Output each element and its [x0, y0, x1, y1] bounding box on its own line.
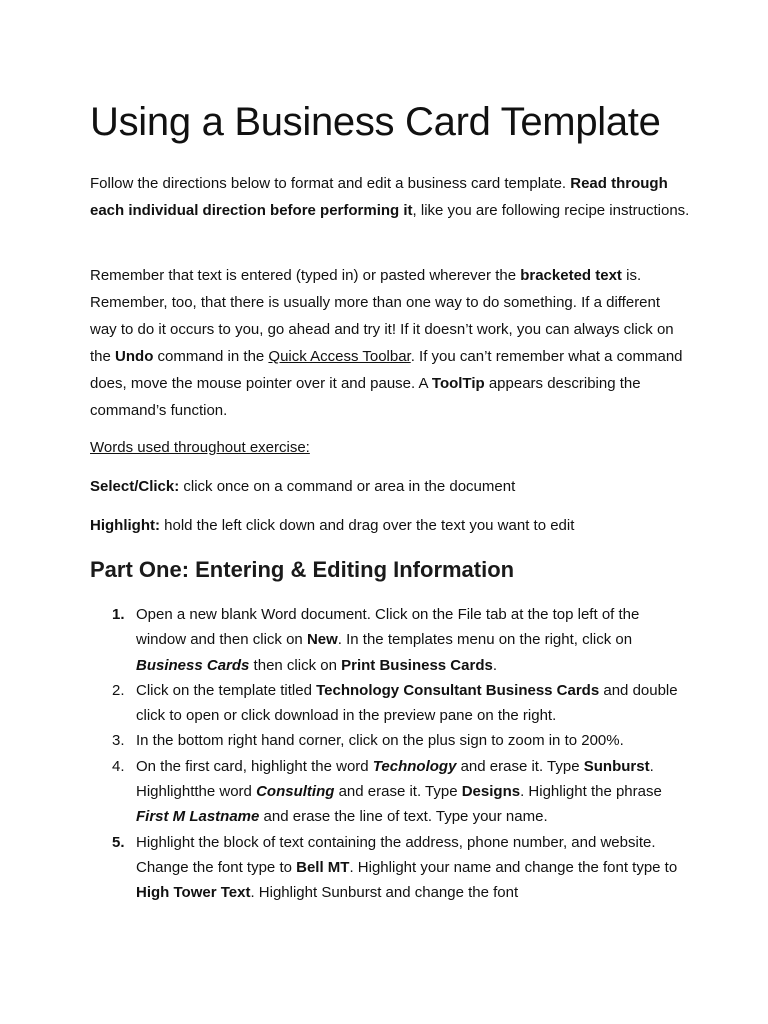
highlight-term: Highlight: [90, 517, 160, 534]
step-1-text-1: Open a new blank Word document. Click on the File tab at the top left of the window and then click on [136, 606, 640, 649]
remember-bold-tooltip: ToolTip [431, 375, 485, 392]
intro-paragraph [90, 170, 690, 224]
remember-underline-qat: Quick Access Toolbar [268, 348, 411, 365]
intro-text-2: , like you are following recipe instructions. [412, 202, 690, 219]
document-title: Using a Business Card Template [90, 100, 661, 144]
remember-paragraph [90, 262, 690, 424]
step-5-text-3: . Highlight Sunburst and change the font [250, 884, 519, 902]
step-3-text-1: In the bottom right hand corner, click on the plus sign to zoom in to 200%. [136, 732, 624, 750]
step-number: 2. [112, 681, 125, 699]
step-4-text-6: and erase the line of text. Type your name. [259, 808, 548, 826]
step-5-text-1: Highlight the block of text containing the address, phone number, and website. Change the font type to [136, 833, 656, 876]
step-4-bolditalic-consulting: Consulting [256, 783, 335, 801]
step-4-bold-designs: Designs [461, 783, 521, 801]
step-item-5 [90, 830, 680, 906]
step-4-text-4: and erase it. Type [334, 783, 462, 801]
step-item-1 [90, 602, 680, 678]
step-5-bold-high-tower-text: High Tower Text [136, 884, 251, 902]
step-1-text-4: . [492, 656, 497, 674]
words-heading [90, 434, 690, 461]
step-1-text-2: . In the templates menu on the right, click on [337, 631, 633, 649]
step-1-text-3: then click on [249, 656, 342, 674]
remember-text-2: is. Remember, too, that there is usually more than one way to do something. If a different way to do it occurs to you, go ahead and try it! If it doesn’t work, you can always click on the [90, 267, 674, 365]
steps-list [90, 602, 680, 906]
step-4-bolditalic-technology: Technology [372, 757, 457, 775]
step-item-3 [90, 728, 680, 753]
part-one-heading: Part One: Entering & Editing Information [90, 557, 515, 582]
step-1-bolditalic-business-cards: Business Cards [136, 656, 250, 674]
step-2-text-2: and double click to open or click download in the preview pane on the right. [136, 681, 678, 725]
step-item-2 [90, 678, 680, 729]
intro-bold-1: Read through each individual direction before performing it [90, 175, 668, 219]
highlight-definition [90, 512, 690, 539]
highlight-def: hold the left click down and drag over the text you want to edit [159, 517, 575, 534]
step-4-text-5: . Highlight the phrase [520, 783, 662, 801]
remember-text-3: command in the [153, 348, 269, 365]
step-1-bold-print-business-cards: Print Business Cards [341, 656, 493, 674]
step-item-4 [90, 754, 680, 830]
step-4-bolditalic-first-m-lastname: First M Lastname [136, 808, 260, 826]
step-number: 4. [112, 757, 125, 775]
select-click-definition [90, 473, 690, 500]
step-4-text-1: On the first card, highlight the word [136, 757, 373, 775]
step-2-text-1: Click on the template titled [136, 681, 317, 699]
remember-text-4: . If you can’t remember what a command does, move the mouse pointer over it and pause. A [90, 348, 683, 392]
step-number: 3. [112, 732, 125, 750]
words-heading-text: Words used throughout exercise: [90, 439, 310, 456]
step-5-text-2: . Highlight your name and change the font type to [349, 858, 678, 876]
step-number: 1. [112, 606, 125, 623]
remember-text-5: appears describing the command’s function. [90, 375, 641, 419]
select-click-def: click once on a command or area in the document [179, 478, 516, 495]
step-4-text-3: . Highlightthe word [136, 757, 654, 801]
step-number: 5. [112, 833, 125, 851]
step-1-bold-new: New [306, 631, 338, 649]
remember-bold-1: bracketed text [520, 267, 622, 284]
step-5-bold-bell-mt: Bell MT [296, 858, 350, 876]
step-4-text-2: and erase it. Type [456, 757, 584, 775]
remember-text-1: Remember that text is entered (typed in) or pasted wherever the [90, 267, 521, 284]
select-click-term: Select/Click: [90, 478, 180, 495]
intro-text-1: Follow the directions below to format and edit a business card template. [90, 175, 571, 192]
step-4-bold-sunburst: Sunburst [583, 757, 650, 775]
remember-bold-undo: Undo [115, 348, 154, 365]
step-2-bold-template-name: Technology Consultant Business Cards [316, 681, 600, 699]
